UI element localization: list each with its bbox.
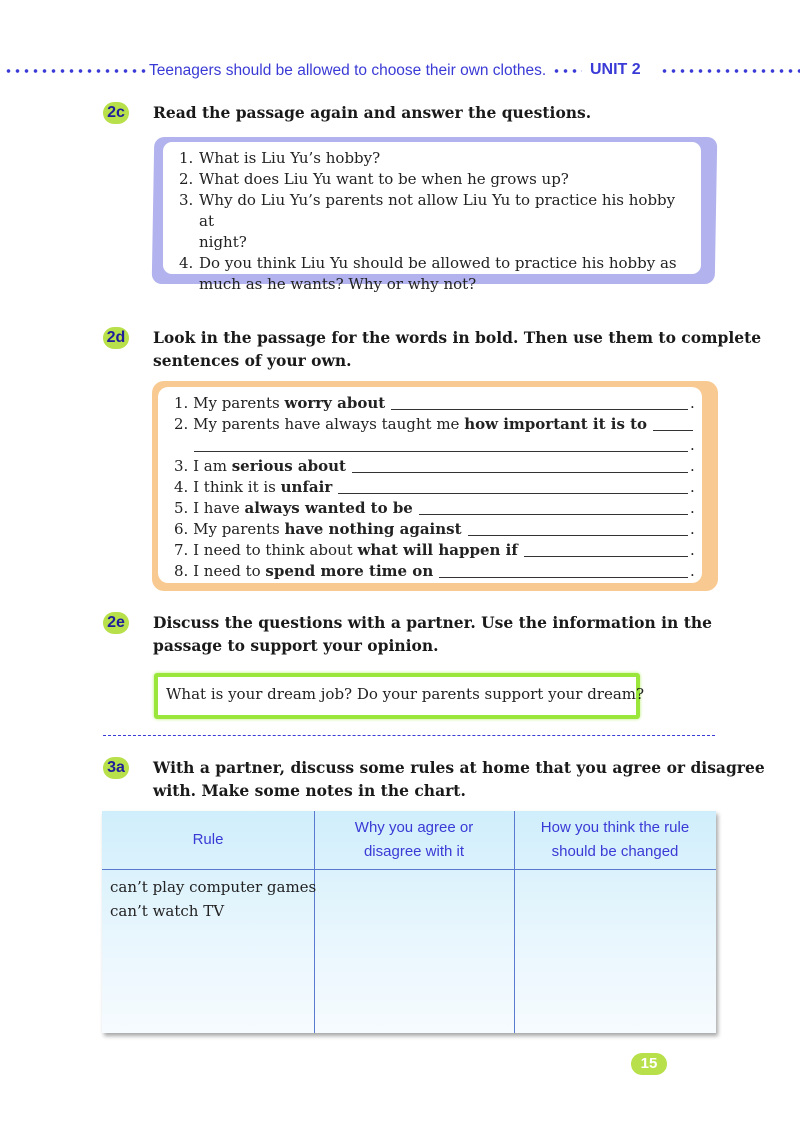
sentence-number: 7.: [174, 541, 189, 559]
answer-blank[interactable]: [391, 395, 688, 410]
sentence-prefix: My parents: [193, 394, 285, 412]
sentence-number: 5.: [174, 499, 189, 517]
question-number: 1.: [179, 149, 194, 167]
bold-phrase: have nothing against: [284, 520, 462, 538]
instruction-2e-line2: passage to support your opinion.: [153, 636, 439, 655]
bold-phrase: what will happen if: [357, 541, 518, 559]
question-list: [179, 148, 689, 295]
section-divider: [103, 735, 715, 736]
question-number: 3.: [179, 191, 194, 209]
page-number: 15: [631, 1053, 667, 1075]
question-text: Why do Liu Yu’s parents not allow Liu Yu to practice his hobby at: [199, 191, 676, 230]
answer-blank[interactable]: [338, 479, 688, 494]
sentence-prefix: I am: [193, 457, 232, 475]
sentence-number: 8.: [174, 562, 189, 580]
sentence-number: 1.: [174, 394, 189, 412]
bold-phrase: how important it is to: [464, 415, 648, 433]
bold-phrase: serious about: [231, 457, 346, 475]
sentence-period: .: [690, 436, 695, 454]
answer-blank[interactable]: [653, 416, 693, 431]
sentence-number: 3.: [174, 457, 189, 475]
question-text: What does Liu Yu want to be when he grows up?: [199, 170, 569, 188]
instruction-2e-line1: Discuss the questions with a partner. Use the information in the: [153, 613, 712, 632]
instruction-2d-line1: Look in the passage for the words in bold. Then use them to complete: [153, 328, 762, 347]
header-dots-middle: [552, 68, 582, 74]
sentence-item: [174, 519, 462, 540]
bold-phrase: spend more time on: [265, 562, 434, 580]
sentences-box: [158, 387, 702, 583]
sentence-period: .: [690, 457, 695, 475]
sentence-number: 4.: [174, 478, 189, 496]
section-badge-2c: 2c: [103, 102, 129, 124]
question-text: What is Liu Yu’s hobby?: [199, 149, 381, 167]
sentence-period: .: [690, 499, 695, 517]
question-number: 4.: [179, 254, 194, 272]
question-text: much as he wants? Why or why not?: [199, 275, 477, 293]
column-header-line: disagree with it: [363, 843, 465, 860]
discussion-prompt-box: [154, 673, 645, 719]
unit-label: UNIT 2: [590, 61, 641, 78]
header-dots-right: [660, 68, 800, 74]
table-cell: can’t play computer games: [110, 878, 317, 896]
header-title: Teenagers should be allowed to choose their own clothes.: [149, 62, 547, 79]
running-header: [0, 58, 800, 86]
answer-blank[interactable]: [439, 563, 688, 578]
answer-blank[interactable]: [352, 458, 688, 473]
table-cell: can’t watch TV: [110, 902, 225, 920]
column-header: [314, 816, 514, 864]
sentence-prefix: My parents have always taught me: [193, 415, 465, 433]
sentence-item: [174, 540, 518, 561]
column-header-line: Why you agree or: [354, 819, 474, 836]
bold-phrase: always wanted to be: [244, 499, 413, 517]
questions-box: [163, 142, 701, 293]
column-header-line: Rule: [192, 831, 224, 848]
sentence-item: [174, 414, 647, 435]
instruction-2c: Read the passage again and answer the questions.: [153, 103, 592, 122]
sentence-prefix: I think it is: [193, 478, 281, 496]
sentence-period: .: [690, 478, 695, 496]
question-number: 2.: [179, 170, 194, 188]
bold-phrase: unfair: [280, 478, 333, 496]
sentence-item: [174, 477, 332, 498]
question-item: [179, 169, 689, 190]
sentence-item: [174, 498, 413, 519]
sentence-prefix: I need to think about: [193, 541, 358, 559]
answer-blank[interactable]: [419, 500, 688, 515]
sentence-prefix: I have: [193, 499, 245, 517]
discussion-prompt: What is your dream job? Do your parents support your dream?: [166, 685, 645, 703]
answer-blank[interactable]: [468, 521, 688, 536]
instruction-3a-line1: With a partner, discuss some rules at home that you agree or disagree: [153, 758, 765, 777]
answer-blank[interactable]: [194, 437, 688, 452]
sentence-item: [174, 393, 385, 414]
column-header-line: How you think the rule: [540, 819, 690, 836]
column-header-line: should be changed: [551, 843, 679, 860]
sentence-prefix: I need to: [193, 562, 266, 580]
question-item: [179, 253, 689, 295]
header-dots-left: [4, 68, 146, 74]
sentence-number: 2.: [174, 415, 189, 433]
notes-chart: [102, 811, 716, 1033]
instruction-3a-line2: with. Make some notes in the chart.: [153, 781, 466, 800]
question-text: Do you think Liu Yu should be allowed to practice his hobby as: [199, 254, 677, 272]
sentence-item: [174, 561, 433, 582]
sentence-period: .: [690, 541, 695, 559]
answer-blank[interactable]: [524, 542, 688, 557]
section-badge-2d: 2d: [103, 327, 129, 349]
sentence-number: 6.: [174, 520, 189, 538]
sentence-period: .: [690, 394, 695, 412]
sentence-period: .: [690, 562, 695, 580]
column-header: [514, 816, 716, 864]
section-badge-3a: 3a: [103, 757, 129, 779]
section-badge-2e: 2e: [103, 612, 129, 634]
question-item: [179, 190, 689, 253]
question-text: night?: [199, 233, 247, 251]
column-header: [102, 828, 314, 852]
bold-phrase: worry about: [284, 394, 386, 412]
sentence-item: [174, 456, 346, 477]
instruction-2d-line2: sentences of your own.: [153, 351, 352, 370]
question-item: [179, 148, 689, 169]
sentence-period: .: [690, 520, 695, 538]
sentence-prefix: My parents: [193, 520, 285, 538]
